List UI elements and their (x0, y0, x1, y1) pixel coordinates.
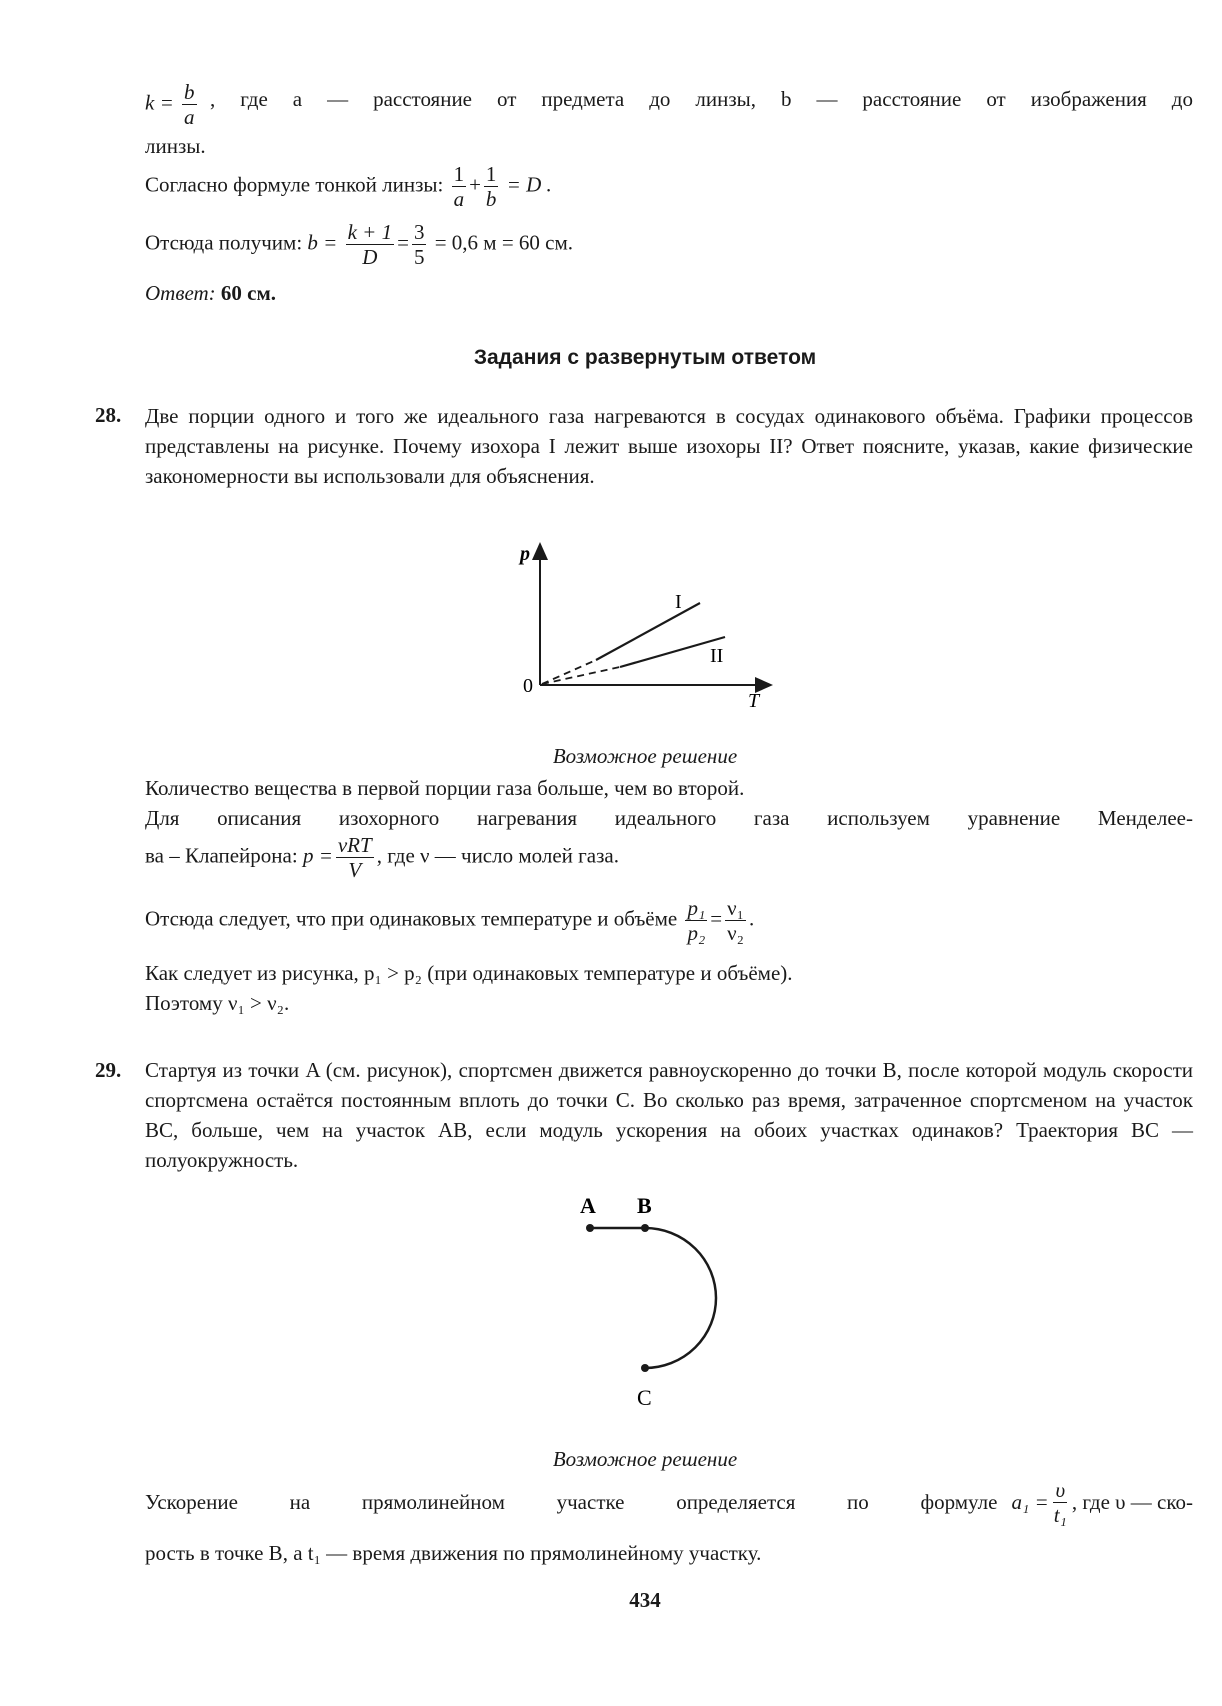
answer-label: Ответ: (145, 281, 216, 305)
result-f2-num: 3 (413, 220, 425, 244)
q28-sol-line4-pre: Отсюда следует, что при одинаковых температуре и объёме (145, 906, 678, 931)
point-a-label: A (580, 1193, 596, 1218)
lens-f1-den: a (453, 187, 465, 211)
result-f1-num: k + 1 (347, 220, 393, 244)
origin-label: 0 (523, 675, 533, 697)
lens-plus: + (469, 172, 481, 197)
result-line (145, 220, 573, 269)
q29-sol-line2: рость в точке B, а t₁ — время движения по прямолинейному участку. (145, 1541, 762, 1565)
q28-p1: p₁ (687, 896, 706, 920)
q29-accel-fraction (1052, 1478, 1069, 1527)
result-f1-den: D (362, 245, 378, 269)
q28-sol-line3 (145, 833, 619, 882)
line-1-label: I (675, 591, 682, 613)
point-a-dot (586, 1224, 594, 1232)
k-frac-den: a (184, 105, 195, 129)
q28-sol-line5: Как следует из рисунка, p₁ > p₂ (при одинаковых температуре и объёме). (145, 961, 793, 985)
isochore-1-line (596, 603, 700, 660)
q29-sol-line1-post: , где υ — ско- (1071, 1490, 1193, 1514)
result-frac-2 (412, 220, 427, 269)
q28-frac-num: νRT (337, 833, 372, 857)
result-f2-den: 5 (413, 245, 425, 269)
q28-nu1: ν₁ (727, 896, 744, 920)
section-heading: Задания с развернутым ответом (473, 346, 817, 369)
q28-sol-line6: Поэтому ν₁ > ν₂. (145, 991, 290, 1015)
lens-label: Согласно формуле тонкой линзы: (145, 172, 444, 197)
answer-line (145, 280, 276, 306)
isochore-1-dashed (542, 660, 596, 684)
q29-frac-den: t₁ (1053, 1503, 1067, 1527)
result-eq: = (397, 230, 409, 255)
lens-formula-line (145, 162, 552, 211)
q28-number: 28. (95, 403, 122, 427)
line-2-label: II (710, 645, 724, 667)
q28-pressure-fraction (685, 896, 707, 945)
result-label: Отсюда получим: (145, 230, 303, 255)
q29-sol-line1-pre: Ускорение на прямолинейном участке определяется по формуле (145, 1490, 998, 1514)
lens-frac-1 (452, 162, 467, 211)
q28-sol-line4-dot: . (748, 906, 755, 931)
k-definition-text: , где a — расстояние от предмета до линзы, b — расстояние от изображения до (210, 87, 1193, 111)
q28-solution-caption: Возможное решение (552, 744, 738, 768)
q28-p2: p₂ (687, 921, 706, 945)
k-frac-num: b (184, 80, 195, 104)
lens-rhs: = D . (506, 172, 552, 197)
page-number: 434 (629, 1588, 661, 1612)
lens-frac-2 (484, 162, 499, 211)
q28-sol-line4-eq: = (710, 906, 723, 931)
k-formula-line (145, 80, 200, 129)
point-b-label: B (637, 1193, 652, 1218)
q29-a1: a₁ = (1011, 1490, 1049, 1514)
q28-frac-den: V (348, 858, 362, 882)
q28-text: Две порции одного и того же идеального газа нагреваются в сосудах одинакового объёма. Графики процессов представлены на рисунке. Почему изохора I лежит выше изохоры II? Ответ поясните, указав, какие физические закономерности вы использовали для объяснения. (145, 404, 1193, 488)
q28-sol-line4 (145, 896, 754, 945)
point-c-dot (641, 1364, 649, 1372)
q28-moles-fraction (725, 896, 746, 945)
q29-sol-line1 (145, 1478, 1193, 1527)
lens-f1-num: 1 (453, 162, 465, 186)
k-lhs: k = (145, 90, 174, 115)
point-c-label: C (637, 1385, 652, 1410)
q28-sol-line1: Количество вещества в первой порции газа больше, чем во второй. (145, 776, 745, 800)
q28-sol-line3-p: p = (302, 843, 333, 868)
q28-nu2: ν₂ (727, 921, 744, 945)
isochore-2-dashed (542, 667, 620, 684)
result-tail: = 0,6 м = 60 см. (434, 230, 574, 255)
q28-graph (500, 540, 780, 715)
lens-f2-num: 1 (485, 162, 497, 186)
q29-number: 29. (95, 1058, 122, 1082)
q28-sol-line2: Для описания изохорного нагревания идеального газа используем уравнение Менделее- (145, 806, 1193, 830)
arc-bc (645, 1228, 716, 1368)
answer-value: 60 см. (220, 281, 277, 305)
x-axis-label: T (748, 690, 760, 712)
q28-sol-line3-pre: ва – Клапейрона: (145, 843, 298, 868)
q28-mendeleev-fraction (336, 833, 374, 882)
q28-sol-line3-post: , где ν — число молей газа. (376, 843, 619, 868)
q29-text: Стартуя из точки A (см. рисунок), спортсмен движется равноускоренно до точки B, после которой модуль скорости спортсмена остаётся постоянным вплоть до точки C. Во сколько раз время, затраченное спортсменом на участок BC, больше, чем на участок AB, если модуль ускорения на обоих участках одинаков? Траектория BC — полуокружность. (145, 1058, 1193, 1172)
q29-figure (560, 1185, 750, 1425)
result-frac-1 (346, 220, 395, 269)
k-definition-end: линзы. (145, 134, 206, 158)
q29-frac-num: υ (1055, 1478, 1066, 1502)
result-b: b = (307, 230, 338, 255)
point-b-dot (641, 1224, 649, 1232)
lens-f2-den: b (485, 187, 497, 211)
k-fraction (182, 80, 197, 129)
y-axis-label: p (520, 543, 530, 565)
q29-solution-caption: Возможное решение (552, 1447, 738, 1471)
